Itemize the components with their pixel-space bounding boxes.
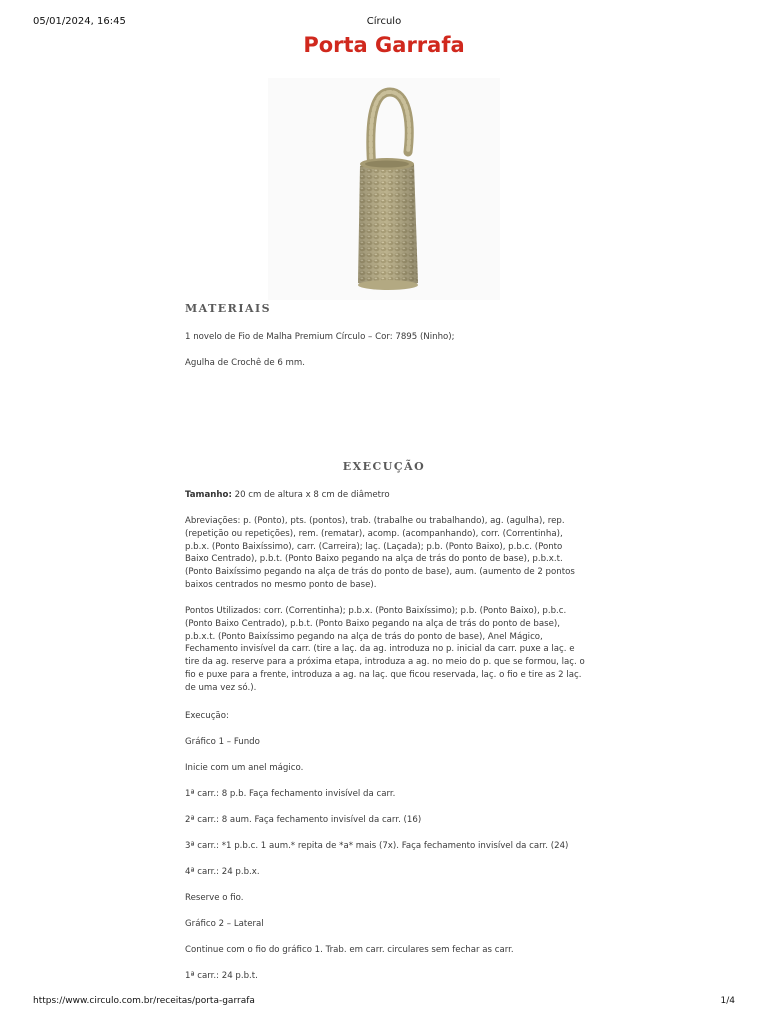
footer-url[interactable]: https://www.circulo.com.br/receitas/porta-garrafa <box>33 996 255 1006</box>
bottle-holder-illustration <box>268 78 500 300</box>
materiais-item: Agulha de Crochê de 6 mm. <box>185 358 306 368</box>
execucao-heading: EXECUÇÃO <box>342 460 426 473</box>
print-site-title: Círculo <box>366 16 402 27</box>
tamanho-label: Tamanho: <box>185 490 232 500</box>
pontos-paragraph: Pontos Utilizados: corr. (Correntinha); p.b.x. (Ponto Baixíssimo); p.b. (Ponto Baixo), p.b.c. (Ponto Baixo Centrado), p.b.t. (Ponto Baixo pegando na alça de trás do ponto de base), p.b.x.t. (Ponto Baixíssimo pegando na alça de trás do ponto de base), Anel Mágico, Fechamento invisível da carr. (tire a laç. da ag. introduza no p. inicial da carr. puxe a laç. e tire da ag. reserve para a próxima etapa, introduza a ag. no meio do p. que se formou, laç. o fio e puxe para a frente, introduza a ag. na laç. que ficou reservada, laç. o fio e tire as 2 laç. de uma vez só.). <box>185 606 585 693</box>
tamanho-value: 20 cm de altura x 8 cm de diâmetro <box>231 490 390 500</box>
footer-page-number: 1/4 <box>720 996 735 1006</box>
step-line: Execução: <box>185 711 229 721</box>
step-line: 1ª carr.: 24 p.b.t. <box>185 971 258 981</box>
step-line: 3ª carr.: *1 p.b.c. 1 aum.* repita de *a* mais (7x). Faça fechamento invisível da carr. (24) <box>185 841 569 851</box>
step-line: 2ª carr.: 8 aum. Faça fechamento invisível da carr. (16) <box>185 815 422 825</box>
product-photo <box>268 78 500 300</box>
step-line: Inicie com um anel mágico. <box>185 763 304 773</box>
step-line: Continue com o fio do gráfico 1. Trab. em carr. circulares sem fechar as carr. <box>185 945 514 955</box>
abreviacoes-paragraph: Abreviações: p. (Ponto), pts. (pontos), trab. (trabalhe ou trabalhando), ag. (agulha), rep. (repetição ou repetições), rem. (rematar), acomp. (acompanhando), corr. (Correntinha), p.b.x. (Ponto Baixíssimo), carr. (Carreira); laç. (Laçada); p.b. (Ponto Baixo), p.b.c. (Ponto Baixo Centrado), p.b.t. (Ponto Baixo pegando na alça de trás do ponto de base), p.b.x.t. (Ponto Baixíssimo pegando na alça de trás do ponto de base), aum. (aumento de 2 pontos baixos centrados no mesmo ponto de base). <box>185 516 575 590</box>
step-line: Gráfico 1 – Fundo <box>185 737 260 747</box>
step-line: 4ª carr.: 24 p.b.x. <box>185 867 260 877</box>
step-line: 1ª carr.: 8 p.b. Faça fechamento invisível da carr. <box>185 789 396 799</box>
print-datetime: 05/01/2024, 16:45 <box>33 16 126 27</box>
materiais-heading: MATERIAIS <box>185 302 272 315</box>
step-line: Reserve o fio. <box>185 893 244 903</box>
step-line: Gráfico 2 – Lateral <box>185 919 264 929</box>
page-title: Porta Garrafa <box>303 33 465 57</box>
tamanho-paragraph <box>185 489 585 502</box>
materiais-item: 1 novelo de Fio de Malha Premium Círculo – Cor: 7895 (Ninho); <box>185 332 455 342</box>
